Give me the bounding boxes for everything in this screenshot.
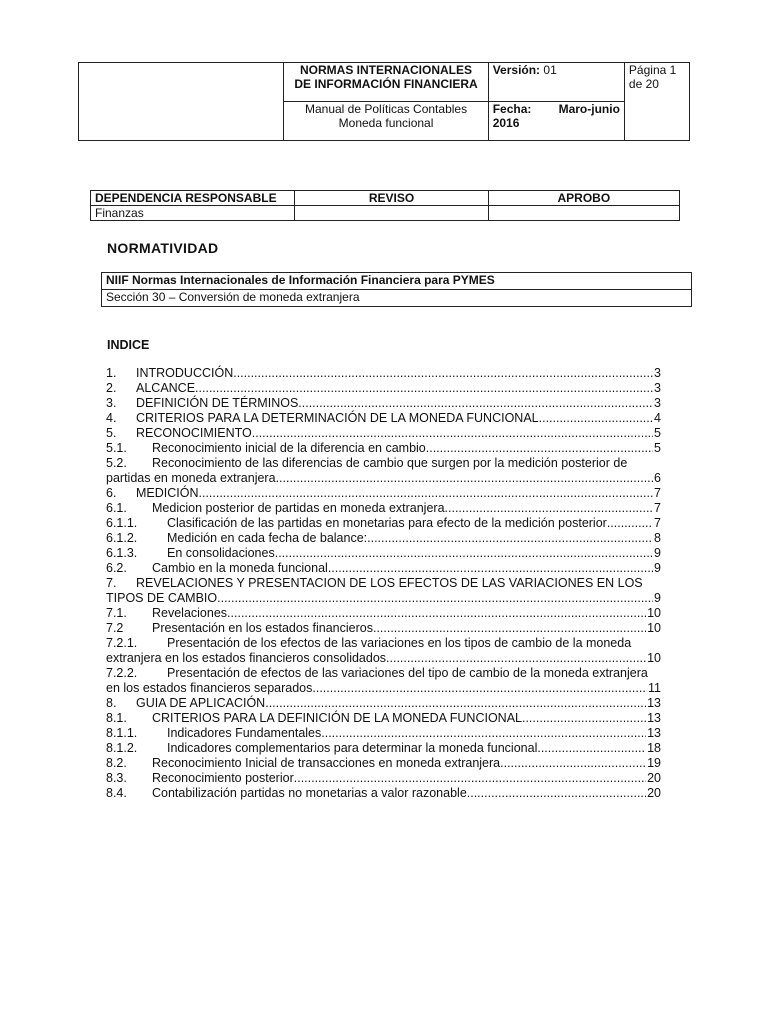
- toc-text: Reconocimiento Inicial de transacciones en moneda extranjera: [152, 756, 501, 770]
- toc-text: RECONOCIMIENTO: [136, 426, 252, 440]
- toc-page: 7: [654, 501, 661, 515]
- toc-leader: [294, 771, 646, 786]
- toc-text: Medición en cada fecha de balance:: [167, 531, 368, 545]
- toc-text: Presentación de los efectos de las variaciones en los tipos de cambio de la moneda: [167, 636, 632, 650]
- toc-number: 7.2.2.: [106, 666, 138, 680]
- toc-page: 10: [647, 606, 661, 620]
- toc-number: 7.: [106, 576, 117, 590]
- toc-entry[interactable]: [106, 456, 661, 486]
- manual-line-1: Manual de Políticas Contables: [304, 102, 468, 116]
- toc-number: 8.2.: [106, 756, 127, 770]
- toc-leader: [275, 546, 653, 561]
- toc-leader: [252, 426, 653, 441]
- toc-entry[interactable]: [106, 636, 661, 666]
- toc-text-continued: extranjera en los estados financieros consolidados: [106, 651, 387, 665]
- toc-page: 9: [654, 561, 661, 575]
- toc-text: Presentación de efectos de las variaciones del tipo de cambio de la moneda extranjera: [167, 666, 648, 680]
- toc-entry[interactable]: [106, 696, 661, 711]
- toc-entry[interactable]: [106, 561, 661, 576]
- page-line-1: Página 1: [628, 63, 677, 77]
- toc-text: Medicion posterior de partidas en moneda extranjera: [152, 501, 445, 515]
- seccion-row: Sección 30 – Conversión de moneda extranjera: [102, 290, 692, 307]
- niif-table: [101, 272, 692, 307]
- toc-leader: [321, 726, 646, 741]
- toc-number: 8.: [106, 696, 117, 710]
- toc-page: 18: [647, 741, 661, 755]
- toc-leader: [607, 516, 653, 531]
- toc-number: 6.1.2.: [106, 531, 138, 545]
- toc-entry[interactable]: [106, 426, 661, 441]
- toc-entry[interactable]: [106, 381, 661, 396]
- page-cell: [624, 63, 689, 141]
- toc-number: 7.2.1.: [106, 636, 138, 650]
- table-of-contents: [106, 366, 661, 801]
- toc-number: 1.: [106, 366, 117, 380]
- toc-leader: [276, 471, 653, 486]
- toc-leader: [265, 696, 646, 711]
- toc-page: 7: [654, 486, 661, 500]
- toc-number: 8.1.2.: [106, 741, 138, 755]
- toc-entry[interactable]: [106, 411, 661, 426]
- document-header: [78, 62, 690, 141]
- toc-entry[interactable]: [106, 666, 661, 696]
- toc-page: 9: [654, 591, 661, 605]
- toc-leader: [195, 381, 653, 396]
- toc-text: GUIA DE APLICACIÓN: [136, 696, 266, 710]
- toc-text: Reconocimiento posterior: [152, 771, 294, 785]
- normatividad-title: NORMATIVIDAD: [107, 240, 219, 256]
- toc-number: 3.: [106, 396, 117, 410]
- toc-page: 19: [647, 756, 661, 770]
- toc-entry[interactable]: [106, 771, 661, 786]
- header-title: [284, 63, 488, 102]
- toc-page: 5: [654, 426, 661, 440]
- toc-text: ALCANCE: [136, 381, 196, 395]
- col-aprobo: APROBO: [488, 191, 679, 206]
- toc-entry[interactable]: [106, 396, 661, 411]
- toc-leader: [467, 786, 646, 801]
- fecha-year: 2016: [492, 116, 520, 130]
- toc-number: 7.1.: [106, 606, 127, 620]
- toc-entry[interactable]: [106, 546, 661, 561]
- toc-text: CRITERIOS PARA LA DETERMINACIÓN DE LA MONEDA FUNCIONAL: [136, 411, 539, 425]
- toc-leader: [199, 486, 654, 501]
- version-cell: [488, 63, 624, 102]
- toc-page: 3: [654, 366, 661, 380]
- toc-page: 8: [654, 531, 661, 545]
- toc-text: Reconocimiento de las diferencias de cambio que surgen por la medición posterior de: [152, 456, 628, 470]
- toc-page: 13: [647, 696, 661, 710]
- niif-row: NIIF Normas Internacionales de Información Financiera para PYMES: [102, 273, 692, 290]
- fecha-value: Maro-junio: [558, 102, 620, 116]
- toc-text: Clasificación de las partidas en monetarias para efecto de la medición posterior: [167, 516, 607, 530]
- toc-text-continued: TIPOS DE CAMBIO: [106, 591, 218, 605]
- toc-text-continued: en los estados financieros separados: [106, 681, 313, 695]
- toc-page: 5: [654, 441, 661, 455]
- toc-entry[interactable]: [106, 621, 661, 636]
- toc-page: 10: [647, 651, 661, 665]
- toc-entry[interactable]: [106, 756, 661, 771]
- toc-number: 5.: [106, 426, 117, 440]
- toc-entry[interactable]: [106, 726, 661, 741]
- toc-number: 6.: [106, 486, 117, 500]
- toc-leader: [298, 396, 653, 411]
- toc-page: 3: [654, 396, 661, 410]
- toc-text: En consolidaciones: [167, 546, 275, 560]
- toc-leader: [537, 741, 646, 756]
- toc-entry[interactable]: [106, 366, 661, 381]
- toc-page: 9: [654, 546, 661, 560]
- manual-cell: [284, 102, 488, 141]
- toc-text: INTRODUCCIÓN: [136, 366, 234, 380]
- toc-page: 6: [654, 471, 661, 485]
- toc-leader: [227, 606, 646, 621]
- toc-text: Cambio en la moneda funcional: [152, 561, 328, 575]
- toc-leader: [522, 711, 646, 726]
- toc-text: Indicadores complementarios para determinar la moneda funcional: [167, 741, 538, 755]
- toc-number: 6.1.1.: [106, 516, 138, 530]
- toc-text: Revelaciones: [152, 606, 228, 620]
- toc-text: Reconocimiento inicial de la diferencia en cambio: [152, 441, 426, 455]
- toc-page: 13: [647, 711, 661, 725]
- toc-number: 6.1.3.: [106, 546, 138, 560]
- toc-number: 8.1.: [106, 711, 127, 725]
- toc-leader: [445, 501, 654, 516]
- fecha-cell: [488, 102, 624, 141]
- toc-text: CRITERIOS PARA LA DEFINICIÓN DE LA MONEDA FUNCIONAL: [152, 711, 522, 725]
- toc-text: REVELACIONES Y PRESENTACION DE LOS EFECTOS DE LAS VARIACIONES EN LOS: [136, 576, 643, 590]
- toc-number: 2.: [106, 381, 117, 395]
- toc-entry[interactable]: [106, 501, 661, 516]
- toc-page: 20: [647, 786, 661, 800]
- toc-number: 6.1.: [106, 501, 127, 515]
- toc-page: 3: [654, 381, 661, 395]
- toc-text: DEFINICIÓN DE TÉRMINOS: [136, 396, 299, 410]
- toc-text-continued: partidas en moneda extranjera: [106, 471, 276, 485]
- toc-leader: [312, 681, 647, 696]
- toc-number: 8.3.: [106, 771, 127, 785]
- toc-leader: [426, 441, 653, 456]
- toc-page: 13: [647, 726, 661, 740]
- toc-entry[interactable]: [106, 516, 661, 531]
- dependencia-value: Finanzas: [91, 206, 295, 221]
- toc-number: 6.2.: [106, 561, 127, 575]
- toc-entry[interactable]: [106, 576, 661, 606]
- toc-leader: [386, 651, 646, 666]
- toc-page: 7: [654, 516, 661, 530]
- toc-number: 8.4.: [106, 786, 127, 800]
- toc-text: Presentación en los estados financieros: [152, 621, 373, 635]
- toc-entry[interactable]: [106, 786, 661, 801]
- page-line-2: de 20: [628, 77, 659, 91]
- toc-number: 7.2: [106, 621, 124, 635]
- toc-text: MEDICIÓN: [136, 486, 199, 500]
- indice-title: INDICE: [107, 338, 150, 352]
- toc-number: 4.: [106, 411, 117, 425]
- version-label: Versión:: [492, 63, 541, 77]
- toc-leader: [217, 591, 653, 606]
- toc-leader: [328, 561, 653, 576]
- col-reviso: REVISO: [295, 191, 488, 206]
- fecha-label: Fecha:: [492, 102, 532, 116]
- toc-number: 5.2.: [106, 456, 127, 470]
- toc-entry[interactable]: [106, 486, 661, 501]
- toc-page: 11: [648, 681, 661, 695]
- title-line-1: NORMAS INTERNACIONALES: [300, 63, 473, 77]
- title-line-2: DE INFORMACIÓN FINANCIERA: [294, 77, 478, 91]
- toc-leader: [373, 621, 646, 636]
- toc-number: 5.1.: [106, 441, 127, 455]
- toc-page: 4: [654, 411, 661, 425]
- toc-entry[interactable]: [106, 441, 661, 456]
- toc-page: 20: [647, 771, 661, 785]
- reviso-value: [295, 206, 488, 221]
- toc-text: Indicadores Fundamentales: [167, 726, 322, 740]
- toc-leader: [233, 366, 653, 381]
- logo-cell: [79, 63, 284, 141]
- col-dependencia: DEPENDENCIA RESPONSABLE: [91, 191, 295, 206]
- aprobo-value: [488, 206, 679, 221]
- toc-entry[interactable]: [106, 711, 661, 726]
- toc-text: Contabilización partidas no monetarias a valor razonable: [152, 786, 467, 800]
- toc-entry[interactable]: [106, 741, 661, 756]
- toc-entry[interactable]: [106, 606, 661, 621]
- responsibility-table: [90, 190, 680, 221]
- version-value: 01: [543, 63, 557, 77]
- toc-page: 10: [647, 621, 661, 635]
- toc-leader: [500, 756, 646, 771]
- toc-number: 8.1.1.: [106, 726, 138, 740]
- toc-entry[interactable]: [106, 531, 661, 546]
- toc-leader: [539, 411, 653, 426]
- manual-line-2: Moneda funcional: [338, 116, 434, 130]
- toc-leader: [367, 531, 653, 546]
